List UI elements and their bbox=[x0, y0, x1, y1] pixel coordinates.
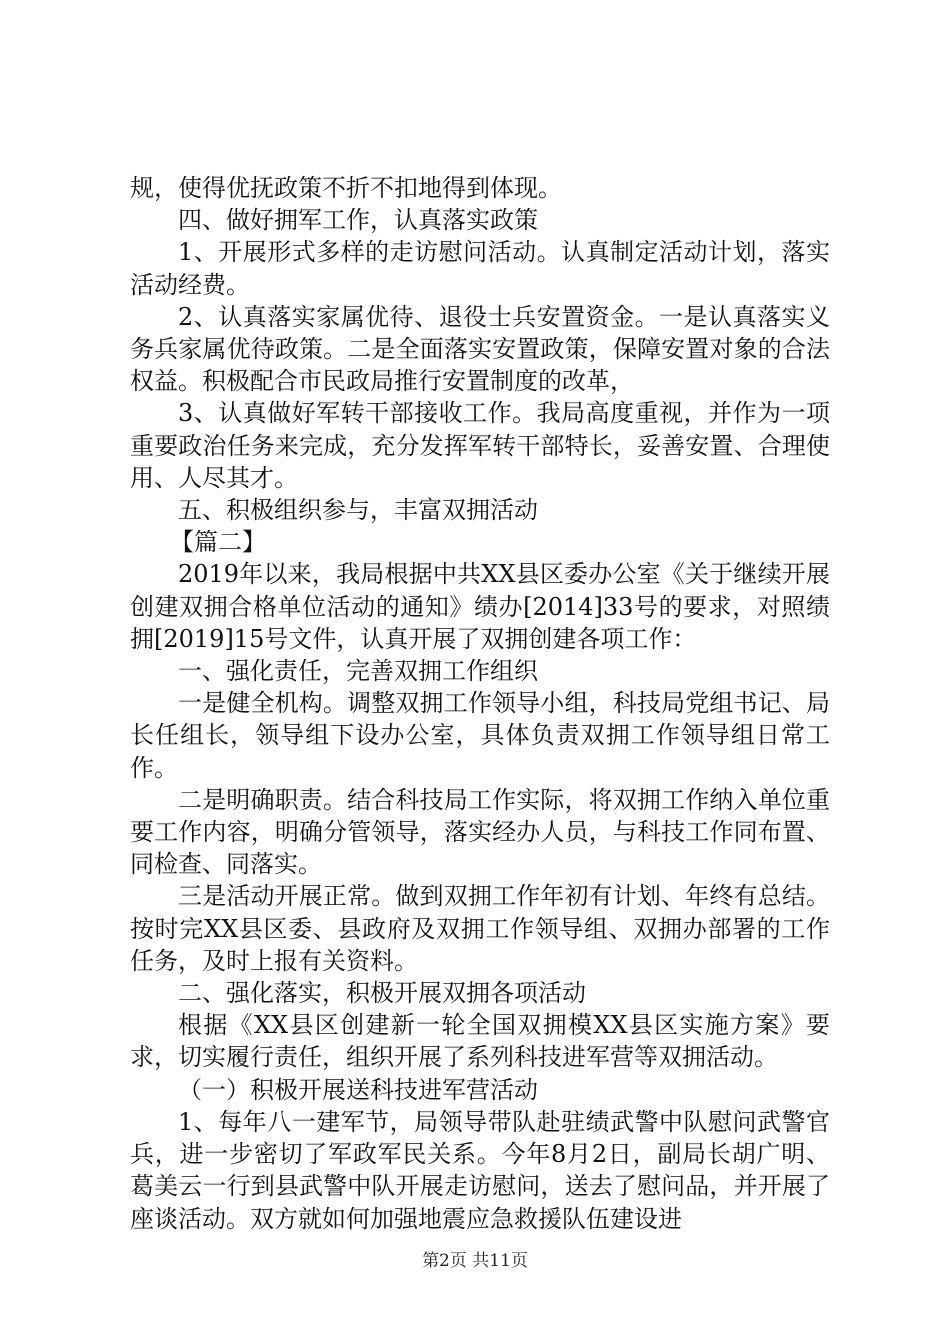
paragraph: 1、每年八一建军节，局领导带队赴驻绩武警中队慰问武警官兵，进一步密切了军政军民关系。今年8月2日，副局长胡广明、葛美云一行到县武警中队开展走访慰问，送去了慰问品，并开展了座谈活动。双方就如何加强地震应急救援队伍建设进 bbox=[130, 1107, 830, 1233]
paragraph: 一是健全机构。调整双拥工作领导小组，科技局党组书记、局长任组长，领导组下设办公室，具体负责双拥工作领导组日常工作。 bbox=[130, 689, 830, 782]
section-heading: 四、做好拥军工作，认真落实政策 bbox=[178, 206, 538, 235]
part-heading: 【篇二】 bbox=[170, 528, 266, 557]
paragraph: 三是活动开展正常。做到双拥工作年初有计划、年终有总结。按时完XX县区委、县政府及双拥工作领导组、双拥办部署的工作任务，及时上报有关资料。 bbox=[130, 882, 830, 975]
paragraph: 2、认真落实家属优待、退役士兵安置资金。一是认真落实义务兵家属优待政策。二是全面落实安置政策，保障安置对象的合法权益。积极配合市民政局推行安置制度的改革， bbox=[130, 302, 830, 396]
subsection-heading: （一）积极开展送科技进军营活动 bbox=[178, 1075, 538, 1104]
paragraph: 根据《XX县区创建新一轮全国双拥模XX县区实施方案》要求，切实履行责任，组织开展了系列科技进军营等双拥活动。 bbox=[130, 1011, 830, 1072]
section-heading: 一、强化责任，完善双拥工作组织 bbox=[178, 657, 538, 686]
section-heading: 二、强化落实，积极开展双拥各项活动 bbox=[178, 979, 586, 1008]
section-heading: 五、积极组织参与，丰富双拥活动 bbox=[178, 496, 538, 525]
paragraph: 规，使得优抚政策不折不扣地得到体现。 bbox=[130, 174, 562, 202]
paragraph: 3、认真做好军转干部接收工作。我局高度重视，并作为一项重要政治任务来完成，充分发挥军转干部特长，妥善安置、合理使用、人尽其才。 bbox=[130, 399, 830, 492]
paragraph: 1、开展形式多样的走访慰问活动。认真制定活动计划，落实活动经费。 bbox=[130, 238, 830, 299]
paragraph: 二是明确职责。结合科技局工作实际，将双拥工作纳入单位重要工作内容，明确分管领导，落实经办人员，与科技工作同布置、同检查、同落实。 bbox=[130, 785, 830, 879]
document-body bbox=[130, 172, 830, 1235]
page-number-footer: 第2页 共11页 bbox=[422, 1251, 528, 1271]
paragraph: 2019年以来，我局根据中共XX县区委办公室《关于继续开展创建双拥合格单位活动的通知》绩办[2014]33号的要求，对照绩拥[2019]15号文件，认真开展了双拥创建各项工作： bbox=[130, 560, 830, 653]
